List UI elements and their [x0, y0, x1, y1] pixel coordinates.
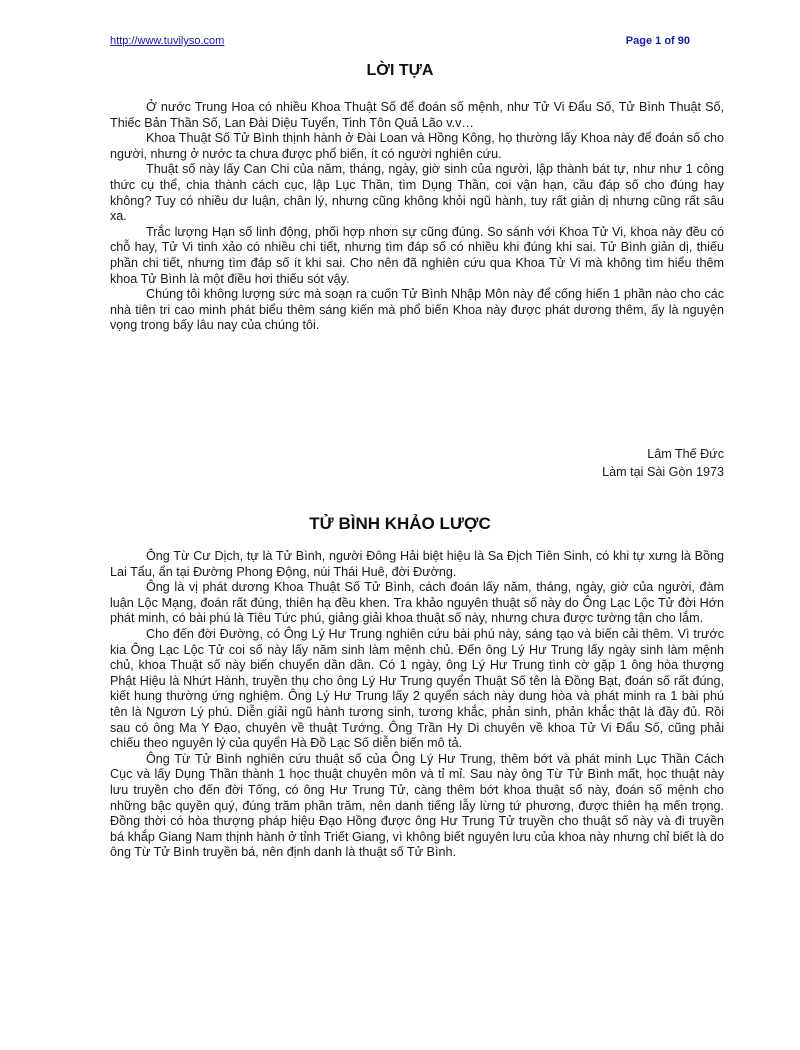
preface-paragraph: Khoa Thuật Số Tử Bình thịnh hành ở Đài Loan và Hồng Kông, họ thường lấy Khoa này để đoán số cho người, nhưng ở nước ta chưa được phổ biến, ít có người nghiên cứu. [110, 131, 724, 161]
signature-place: Làm tại Sài Gòn 1973 [602, 465, 724, 479]
website-link[interactable]: http://www.tuvilyso.com [110, 35, 225, 47]
page-header [110, 33, 690, 49]
preface-paragraph: Chúng tôi không lượng sức mà soạn ra cuốn Tử Bình Nhập Môn này để cống hiến 1 phần nào cho các nhà tiên tri cao minh phát biểu thêm sáng kiến mà phổ biến Khoa này được phát dương thêm, ấy là nguyện vọng trong bấy lâu nay của chúng tôi. [110, 287, 724, 333]
section-paragraph: Ông là vị phát dương Khoa Thuật Số Tử Bình, cách đoán lấy năm, tháng, ngày, giờ của người, đàm luận Lộc Mạng, đoán rất đúng, thiên hạ đều khen. Tra khảo nguyên thuật số này do Ông Lạc Lộc Tử đời Hớn phát minh, có bài phú là Tiêu Tức phú, giảng giải khoa thuật số này, nhưng chưa được tường tận cho lắm. [110, 580, 724, 626]
preface-body [110, 100, 724, 334]
preface-paragraph: Thuật số này lấy Can Chi của năm, tháng, ngày, giờ sinh của người, lập thành bát tự, như như 1 công thức cụ thể, chia thành cách cục, lập Lục Thần, tìm Dụng Thần, coi vận hạn, cầu đáp số cho đúng hay không? Tuy có nhiều dư luận, chân lý, nhưng cũng không khỏi ngũ hành, tuy rất giản dị nhưng cũng rất sâu xa. [110, 162, 724, 224]
section-body [110, 549, 724, 861]
section-title: TỬ BÌNH KHẢO LƯỢC [309, 514, 491, 533]
section-paragraph: Ông Từ Tử Bình nghiên cứu thuật số của Ông Lý Hư Trung, thêm bớt và phát minh Lục Thần Cách Cục và lấy Dụng Thần thành 1 học thuật chuyên môn và tỉ mỉ. Sau này ông Từ Tử Bình mất, học thuật này lưu truyền cho đến đời Tống, có ông Hư Trung Tử, càng thêm bớt khoa thuật số này, đoán số mệnh cho những bậc quyền quý, đúng trăm phần trăm, nên danh tiếng lẫy lừng tứ phương, được thiên hạ mến trọng. Đồng thời có hòa thượng pháp hiệu Đạo Hồng được ông Hư Trung Tử truyền cho thuật số này và đi truyền bá khắp Giang Nam thịnh hành ở tỉnh Triết Giang, vì không biết nguyên lưu của khoa này nhưng chỉ biết là do ông Từ Tử Bình truyền bá, nên định danh là thuật số Tử Bình. [110, 751, 724, 860]
preface-paragraph: Trắc lượng Hạn số linh động, phối hợp nhơn sự cũng đúng. So sánh với Khoa Tử Vi, khoa này đều có chỗ hay, Tử Vi tinh xảo có nhiều chi tiết, nhưng tìm đáp số có nhiều khi đúng khi sai. Tử Bình giản dị, thiếu phần chi tiết, nhưng tìm đáp số ít khi sai. Cho nên đã nghiên cứu qua Khoa Tử Vi mà không tìm hiểu thêm khoa Tử Bình là một điều hơi thiếu sót vậy. [110, 224, 724, 286]
signature-name: Lâm Thế Đức [647, 447, 724, 461]
preface-signature [602, 445, 724, 481]
preface-paragraph: Ở nước Trung Hoa có nhiều Khoa Thuật Số để đoán số mệnh, như Tử Vi Đẩu Số, Tử Bình Thuật Số, Thiếc Bản Thần Số, Lan Đài Diệu Tuyển, Tinh Tôn Quả Lão v.v… [110, 100, 724, 130]
preface-title: LỜI TỰA [366, 62, 434, 79]
section-paragraph: Ông Từ Cư Dịch, tự là Tử Bình, người Đông Hải biệt hiệu là Sa Địch Tiên Sinh, có khi tự xưng là Bồng Lai Tẩu, ẩn tại Đường Phong Động, núi Thái Huê, đời Đường. [110, 549, 724, 579]
page-number: Page 1 of 90 [625, 35, 690, 47]
section-paragraph: Cho đến đời Đường, có Ông Lý Hư Trung nghiên cứu bài phú này, sáng tạo và biến cải thêm. Vì trước kia Ông Lạc Lộc Tử coi số này lấy năm sinh làm mệnh chủ. Đến ông Lý Hư Trung lấy ngày sinh làm mệnh chủ, khoa Thuật số này biến chuyển dần dần. Có 1 ngày, ông Lý Hư Trung tình cờ gặp 1 ông hòa thượng Phật Hiệu là Nhứt Hành, truyền thụ cho ông Lý Hư Trung quyển Thuật Số tên là Đồng Bạt, đoán số rất đúng, kiết hung thường ứng nghiệm. Ông Lý Hư Trung lấy 2 quyển sách này dung hòa và phát minh ra 1 bài phú tên là Ngươn Lý phú. Diễn giải ngũ hành tương sinh, tương khắc, phản sinh, phản khắc thật là đầy đủ. Rồi sau có ông Ma Y Đạo, chuyên về thuật Tướng. Ông Trần Hy Di chuyên về khoa Tử Vi Đẩu Số, cũng phải chiếu theo nguyên lý của quyển Hà Đồ Lạc Số diễn biến mô tả. [110, 626, 724, 751]
